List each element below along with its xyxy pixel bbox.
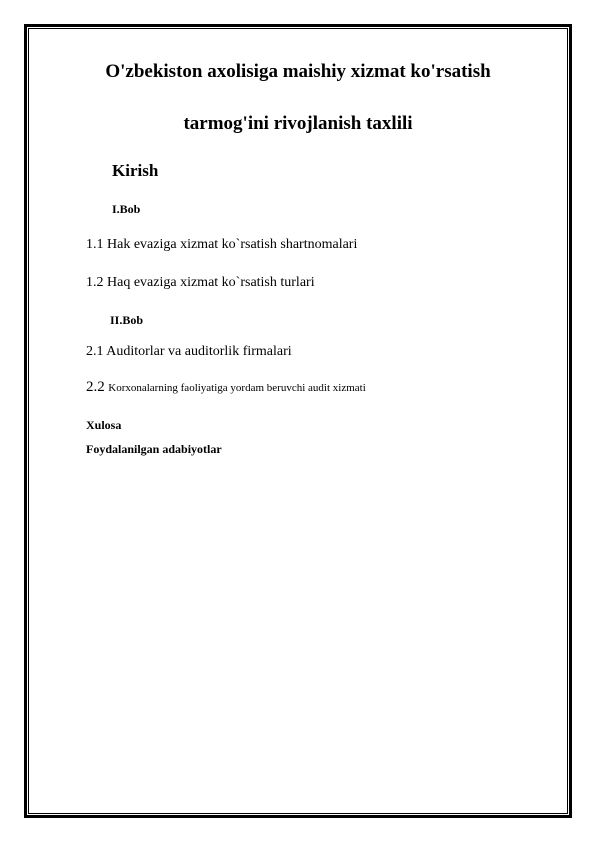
heading-introduction: Kirish: [112, 161, 159, 180]
toc-item-2-2-text: Korxonalarning faoliyatiga yordam beruvchi audit xizmati: [108, 382, 366, 394]
toc-item-1-2: 1.2 Haq evaziga xizmat ko`rsatish turlari: [86, 275, 315, 290]
heading-references: Foydalanilgan adabiyotlar: [86, 442, 222, 456]
document-title-line-2: tarmog'ini rivojlanish taxlili: [183, 113, 413, 134]
heading-chapter-1: I.Bob: [112, 202, 141, 216]
heading-conclusion: Xulosa: [86, 418, 122, 432]
toc-item-2-2: [86, 380, 366, 395]
toc-item-2-2-number: 2.2: [86, 379, 105, 395]
toc-item-2-1: 2.1 Auditorlar va auditorlik firmalari: [86, 344, 292, 359]
toc-item-1-1: 1.1 Hak evaziga xizmat ko`rsatish shartnomalari: [86, 237, 358, 252]
document-title-line-1: O'zbekiston axolisiga maishiy xizmat ko'rsatish: [105, 61, 491, 82]
heading-chapter-2: II.Bob: [110, 313, 144, 327]
